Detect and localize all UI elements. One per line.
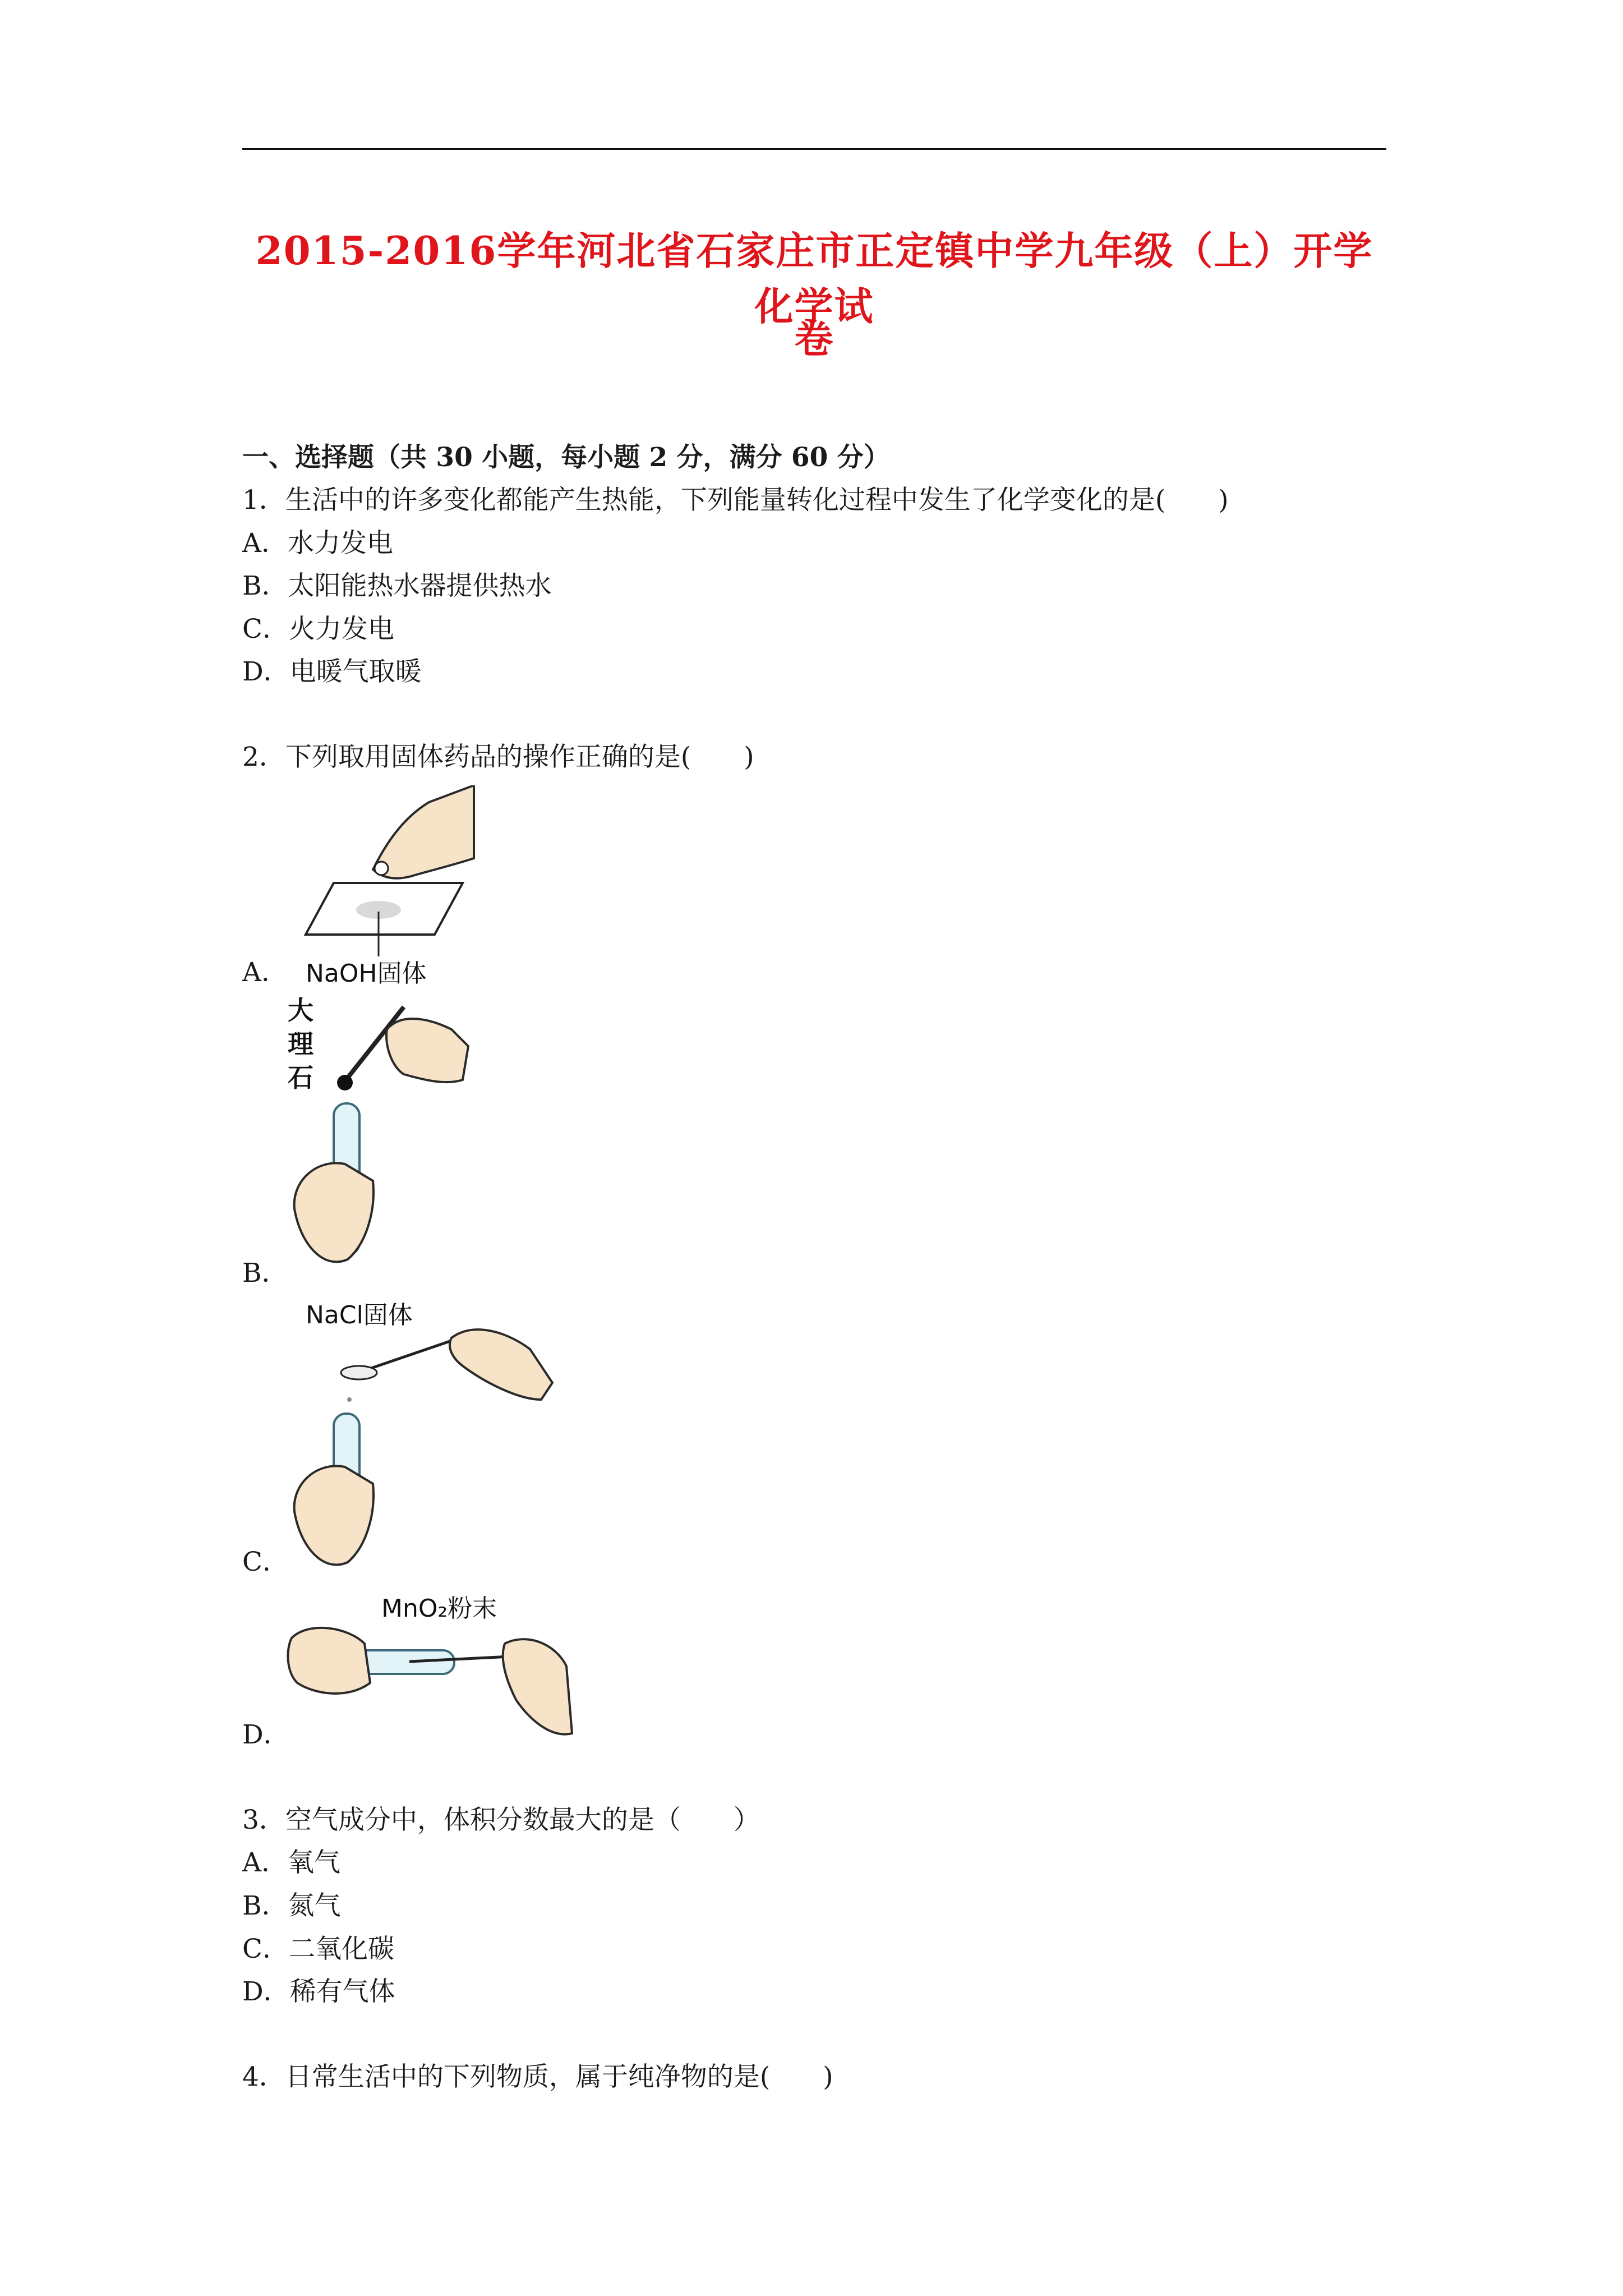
right-hand <box>503 1639 572 1734</box>
marble-caption-char-3: 石 <box>288 1062 313 1093</box>
mno2-caption: MnO₂粉末 <box>381 1594 497 1623</box>
q3-option-c: C．二氧化碳 <box>242 1934 394 1964</box>
q2-option-b-label: B． <box>242 1258 288 1289</box>
nacl-caption: NaCl固体 <box>306 1301 413 1329</box>
spoon-head-salt <box>341 1366 377 1379</box>
q2-option-d-figure <box>286 1588 578 1750</box>
q4-stem: 4．日常生活中的下列物质，属于纯净物的是( ) <box>242 2062 833 2092</box>
fingertip-pinch <box>375 862 388 875</box>
q3-stem: 3．空气成分中，体积分数最大的是（ ） <box>242 1805 760 1835</box>
q1-option-d: D．电暖气取暖 <box>242 656 422 687</box>
q2-option-d-label: D． <box>242 1719 290 1750</box>
exam-title-line-1: 2015-2016学年河北省石家庄市正定镇中学九年级（上）开学化学试 <box>255 228 1373 329</box>
falling-grain <box>347 1397 352 1402</box>
header-rule <box>242 148 1386 150</box>
left-hand <box>288 1628 370 1694</box>
q2-option-c-figure <box>283 1299 564 1579</box>
naoh-caption: NaOH固体 <box>306 959 427 987</box>
marble-caption-char-2: 理 <box>288 1029 313 1059</box>
upper-hand <box>386 1019 468 1082</box>
lower-hand <box>294 1163 374 1262</box>
q3-option-a: A．氧气 <box>242 1847 340 1878</box>
marble-caption-char-1: 大 <box>288 996 313 1025</box>
q1-option-c: C．火力发电 <box>242 614 394 645</box>
q1-option-b: B．太阳能热水器提供热水 <box>242 570 552 601</box>
spoon-hand <box>450 1329 552 1400</box>
q2-option-c-label: C． <box>242 1547 289 1577</box>
q2-option-a-figure <box>289 785 479 987</box>
exam-title-line-2: 卷 <box>794 316 834 362</box>
q2-option-b-figure <box>283 996 474 1287</box>
q1-stem: 1．生活中的许多变化都能产生热能，下列能量转化过程中发生了化学变化的是( ) <box>242 485 1229 516</box>
q1-option-a: A．水力发电 <box>242 528 393 559</box>
q2-stem: 2．下列取用固体药品的操作正确的是( ) <box>242 742 754 772</box>
tube-hand <box>294 1466 374 1565</box>
q2-option-a-label: A． <box>242 957 288 988</box>
q3-option-d: D．稀有气体 <box>242 1976 395 2007</box>
hand <box>373 785 474 878</box>
section-heading: 一、选择题（共 30 小题，每小题 2 分，满分 60 分） <box>242 442 890 473</box>
q3-option-b: B．氮气 <box>242 1890 341 1921</box>
marble-piece <box>337 1075 353 1091</box>
